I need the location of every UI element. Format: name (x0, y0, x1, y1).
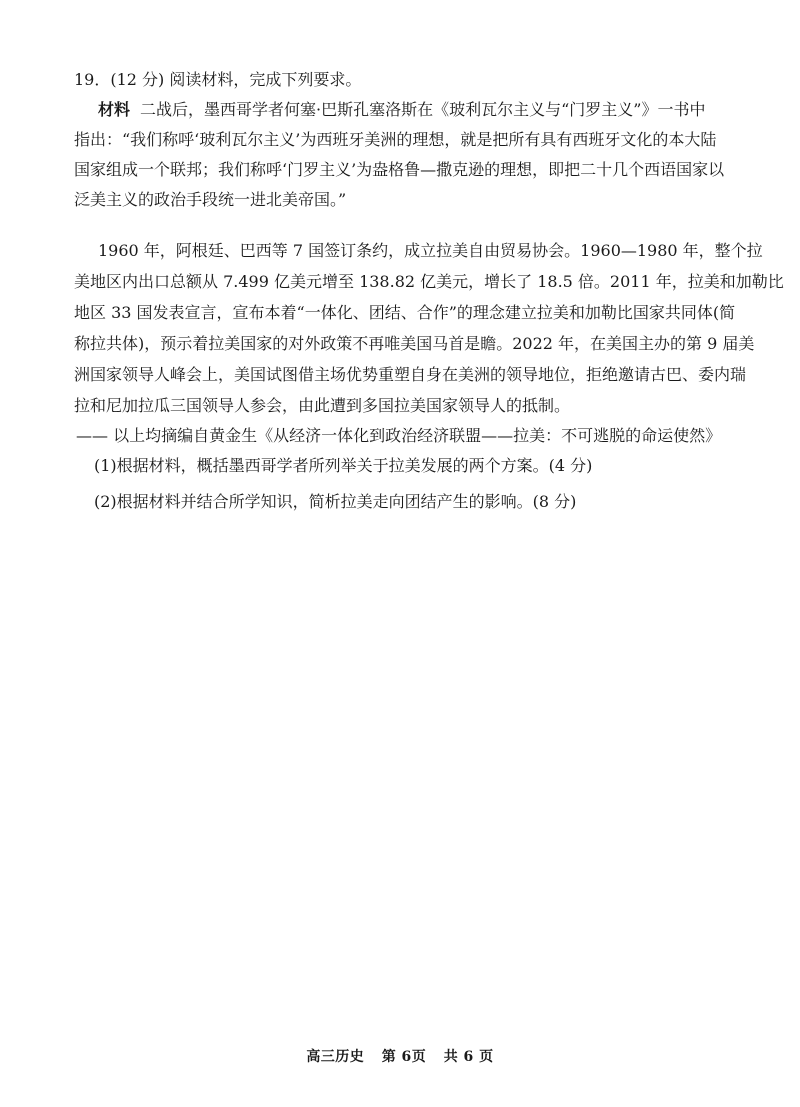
material-paragraph-2-line-1: 1960 年，阿根廷、巴西等 7 国签订条约，成立拉美自由贸易协会。1960—1980 年，整个拉 (98, 241, 763, 260)
question-title: 19．(12 分) 阅读材料，完成下列要求。 (74, 70, 362, 89)
footer-total-pages: 共 6 页 (443, 1049, 494, 1065)
subquestion-1: (1)根据材料，概括墨西哥学者所列举关于拉美发展的两个方案。(4 分) (94, 456, 593, 475)
material-paragraph-1-line-4: 泛美主义的政治手段统一进北美帝国。” (74, 190, 347, 209)
material-paragraph-1-line-2: 指出：“我们称呼‘玻利瓦尔主义’为西班牙美洲的理想，就是把所有具有西班牙文化的本大陆 (74, 130, 717, 149)
material-paragraph-2-line-4: 称拉共体)，预示着拉美国家的对外政策不再唯美国马首是瞻。2022 年，在美国主办的第 9 届美 (74, 334, 755, 353)
footer-subject: 高三历史 (306, 1049, 365, 1065)
material-label: 材料 (98, 100, 131, 119)
material-paragraph-1-text-1: 二战后，墨西哥学者何塞·巴斯孔塞洛斯在《玻利瓦尔主义与“门罗主义”》一书中 (140, 100, 706, 119)
material-paragraph-2-line-3: 地区 33 国发表宣言，宣布本着“一体化、团结、合作”的理念建立拉美和加勒比国家共同体(简 (74, 303, 736, 322)
material-paragraph-2-line-2: 美地区内出口总额从 7.499 亿美元增至 138.82 亿美元，增长了 18.5 倍。2011 年，拉美和加勒比 (74, 272, 784, 291)
material-paragraph-1-line-1 (98, 100, 705, 120)
material-paragraph-2-line-6: 拉和尼加拉瓜三国领导人参会，由此遭到多国拉美国家领导人的抵制。 (74, 396, 571, 415)
page-footer (0, 1046, 800, 1066)
subquestion-2: (2)根据材料并结合所学知识，简析拉美走向团结产生的影响。(8 分) (94, 492, 577, 511)
material-source: —— 以上均摘编自黄金生《从经济一体化到政治经济联盟——拉美：不可逃脱的命运使然》 (76, 426, 722, 445)
material-paragraph-1-line-3: 国家组成一个联邦；我们称呼‘门罗主义’为盎格鲁—撒克逊的理想，即把二十几个西语国家以 (74, 160, 725, 179)
material-paragraph-2-line-5: 洲国家领导人峰会上，美国试图借主场优势重塑自身在美洲的领导地位，拒绝邀请古巴、委内瑞 (74, 365, 747, 384)
footer-page-number: 第 6页 (381, 1049, 427, 1065)
